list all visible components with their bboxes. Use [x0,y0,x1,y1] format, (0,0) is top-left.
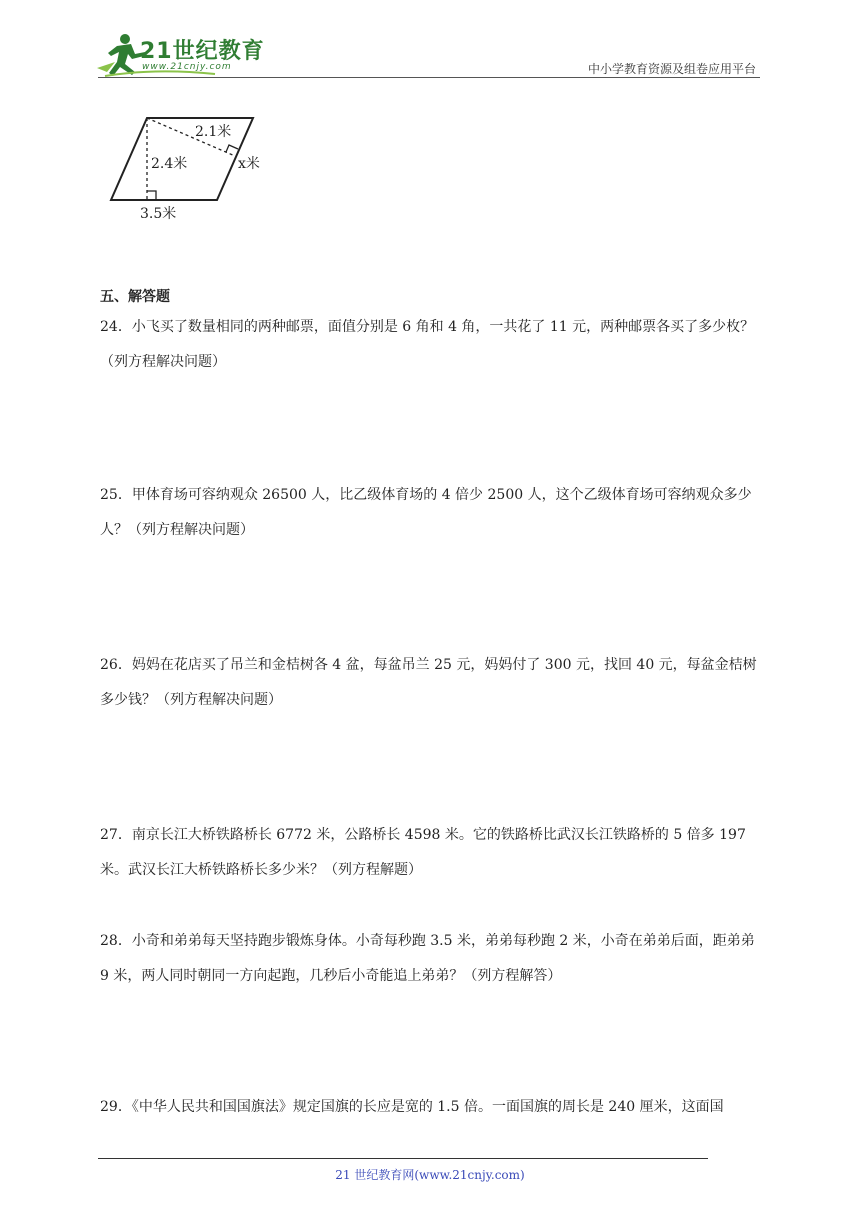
logo-text: 21世纪教育 [140,39,265,64]
label-x: x米 [238,156,260,172]
platform-title: 中小学教育资源及组卷应用平台 [587,62,756,76]
question-24: 24．小飞买了数量相同的两种邮票，面值分别是 6 角和 4 角，一共花了 11 元，两种邮票各买了多少枚？（列方程解决问题） [100,319,755,370]
section-title: 五、解答题 [100,289,170,305]
label-height: 2.4米 [151,156,188,172]
question-29: 29．《中华人民共和国国旗法》规定国旗的长应是宽的 1.5 倍。一面国旗的周长是 240 厘米，这面国 [100,1099,724,1115]
question-28: 28．小奇和弟弟每天坚持跑步锻炼身体。小奇每秒跑 3.5 米，弟弟每秒跑 2 米，小奇在弟弟后面，距弟弟 9 米，两人同时朝同一方向起跑，几秒后小奇能追上弟弟？（列方程解答） [100,933,755,984]
right-angle-mark-side [226,145,238,152]
right-angle-mark-bottom [147,191,156,200]
header-divider [98,77,760,78]
question-26: 26．妈妈在花店买了吊兰和金桔树各 4 盆，每盆吊兰 25 元，妈妈付了 300 元，找回 40 元，每盆金桔树多少钱？（列方程解决问题） [100,657,757,708]
label-diagonal: 2.1米 [195,124,232,140]
footer-divider [98,1158,708,1159]
logo-url: www.21cnjy.com [142,62,232,72]
label-base: 3.5米 [140,206,177,222]
footer-text: 21 世纪教育网(www.21cnjy.com) [335,1168,525,1182]
question-27: 27．南京长江大桥铁路桥长 6772 米，公路桥长 4598 米。它的铁路桥比武汉长江铁路桥的 5 倍多 197 米。武汉长江大桥铁路桥长多少米？（列方程解题） [100,827,746,878]
parallelogram-figure [105,108,275,223]
question-25: 25．甲体育场可容纳观众 26500 人，比乙级体育场的 4 倍少 2500 人，这个乙级体育场可容纳观众多少人？（列方程解决问题） [100,487,752,538]
page-header [0,0,860,80]
